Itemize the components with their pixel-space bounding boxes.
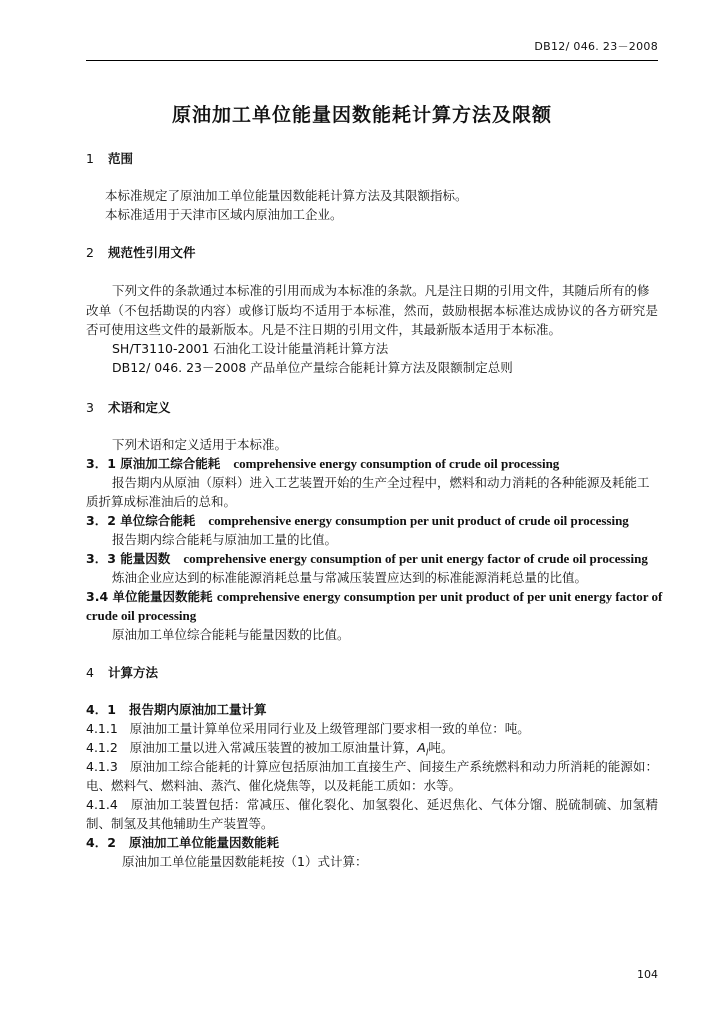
reference-1: SH/T3110-2001 石油化工设计能量消耗计算方法 [112,341,389,356]
clause-4-1-2-unit: 吨。 [428,740,454,755]
section-1-paragraph-1: 本标准规定了原油加工单位能量因数能耗计算方法及其限额指标。 [105,188,468,203]
term-3-2-cn: 单位综合能耗 [120,513,196,528]
section-4-title: 计算方法 [108,665,159,680]
section-4-heading [86,664,158,682]
section-2-number: 2 [86,245,94,260]
term-3-1-definition-line-2: 质折算成标准油后的总和。 [86,494,237,509]
term-3-4-en-line-2: crude oil processing [86,608,197,623]
term-3-1-definition-line-1: 报告期内从原油（原料）进入工艺装置开始的生产全过程中，燃料和动力消耗的各种能源及耗能工 [112,475,650,490]
section-3-heading [86,399,171,417]
page-number: 104 [637,968,658,981]
clause-4-1-heading [86,701,266,719]
section-2-paragraph-line-3: 否可使用这些文件的最新版本。凡是不注日期的引用文件，其最新版本适用于本标准。 [86,322,562,337]
clause-4-1-3-line-2: 电、燃料气、燃料油、蒸汽、催化烧焦等，以及耗能工质如：水等。 [86,778,462,793]
clause-4-1-4-number: 4.1.4 [86,797,118,812]
term-3-4-number: 3.4 [86,589,109,604]
clause-4-2-heading [86,834,279,852]
clause-4-1-1 [86,720,530,738]
term-3-2-en: comprehensive energy consumption per unit product of crude oil processing [208,513,629,528]
clause-4-1-4-line-1 [86,796,658,814]
header-rule [86,60,658,61]
term-3-3-en: comprehensive energy consumption of per unit energy factor of crude oil processing [183,551,648,566]
clause-4-1-3-number: 4.1.3 [86,759,118,774]
clause-4-2-paragraph: 原油加工单位能量因数能耗按（1）式计算： [122,854,368,869]
section-2-heading [86,244,196,262]
term-3-4-cn: 单位能量因数能耗 [112,589,213,604]
clause-4-1-1-text: 原油加工量计算单位采用同行业及上级管理部门要求相一致的单位：吨。 [129,721,530,736]
term-3-4-heading-line-2 [86,607,196,625]
clause-4-1-number: 4．1 [86,702,116,717]
clause-4-1-title: 报告期内原油加工量计算 [128,702,267,717]
section-1-title: 范围 [108,151,134,166]
term-3-1-en: comprehensive energy consumption of crude oil processing [233,456,560,471]
reference-2: DB12/ 046. 23－2008 产品单位产量综合能耗计算方法及限额制定总则 [112,360,513,375]
term-3-2-definition: 报告期内综合能耗与原油加工量的比值。 [112,532,338,547]
term-3-3-definition: 炼油企业应达到的标准能源消耗总量与常减压装置应达到的标准能源消耗总量的比值。 [112,570,588,585]
section-3-number: 3 [86,400,94,415]
variable-a: A [417,740,426,755]
term-3-1-heading [86,455,559,473]
section-2-paragraph-line-2: 改单（不包括勘误的内容）或修订版均不适用于本标准，然而，鼓励根据本标准达成协议的各方研究是 [86,303,658,318]
section-1-number: 1 [86,151,94,166]
clause-4-2-number: 4．2 [86,835,116,850]
variable-a-subscript: l [425,748,429,759]
clause-4-1-4-text: 原油加工装置包括：常减压、催化裂化、加氢裂化、延迟焦化、气体分馏、脱硫制硫、加氢精 [130,797,658,812]
term-3-3-heading [86,550,648,568]
term-3-3-cn: 能量因数 [120,551,171,566]
clause-4-1-4-line-2: 制、制氢及其他辅助生产装置等。 [86,816,274,831]
term-3-4-heading [86,588,662,606]
term-3-1-cn: 原油加工综合能耗 [120,456,221,471]
section-3-intro: 下列术语和定义适用于本标准。 [112,437,288,452]
term-3-4-definition: 原油加工单位综合能耗与能量因数的比值。 [112,627,350,642]
clause-4-1-1-number: 4.1.1 [86,721,118,736]
clause-4-1-2-text: 原油加工量以进入常减压装置的被加工原油量计算， [129,740,418,755]
clause-4-1-3-text: 原油加工综合能耗的计算应包括原油加工直接生产、间接生产系统燃料和动力所消耗的能源如： [129,759,658,774]
standard-code: DB12/ 046. 23－2008 [534,40,658,53]
section-2-title: 规范性引用文件 [108,245,196,260]
section-1-paragraph-2: 本标准适用于天津市区域内原油加工企业。 [105,207,343,222]
section-3-title: 术语和定义 [108,400,171,415]
section-4-number: 4 [86,665,94,680]
term-3-1-number: 3．1 [86,456,116,471]
term-3-2-heading [86,512,629,530]
section-2-paragraph-line-1: 下列文件的条款通过本标准的引用而成为本标准的条款。凡是注日期的引用文件，其随后所有的修 [112,283,650,298]
term-3-3-number: 3．3 [86,551,116,566]
clause-4-1-2-number: 4.1.2 [86,740,118,755]
document-title: 原油加工单位能量因数能耗计算方法及限额 [171,104,552,126]
section-1-heading [86,150,133,168]
clause-4-2-title: 原油加工单位能量因数能耗 [128,835,279,850]
clause-4-1-3-line-1 [86,758,658,776]
term-3-4-en-line-1: comprehensive energy consumption per unit product of per unit energy factor of [216,589,663,604]
term-3-2-number: 3．2 [86,513,116,528]
